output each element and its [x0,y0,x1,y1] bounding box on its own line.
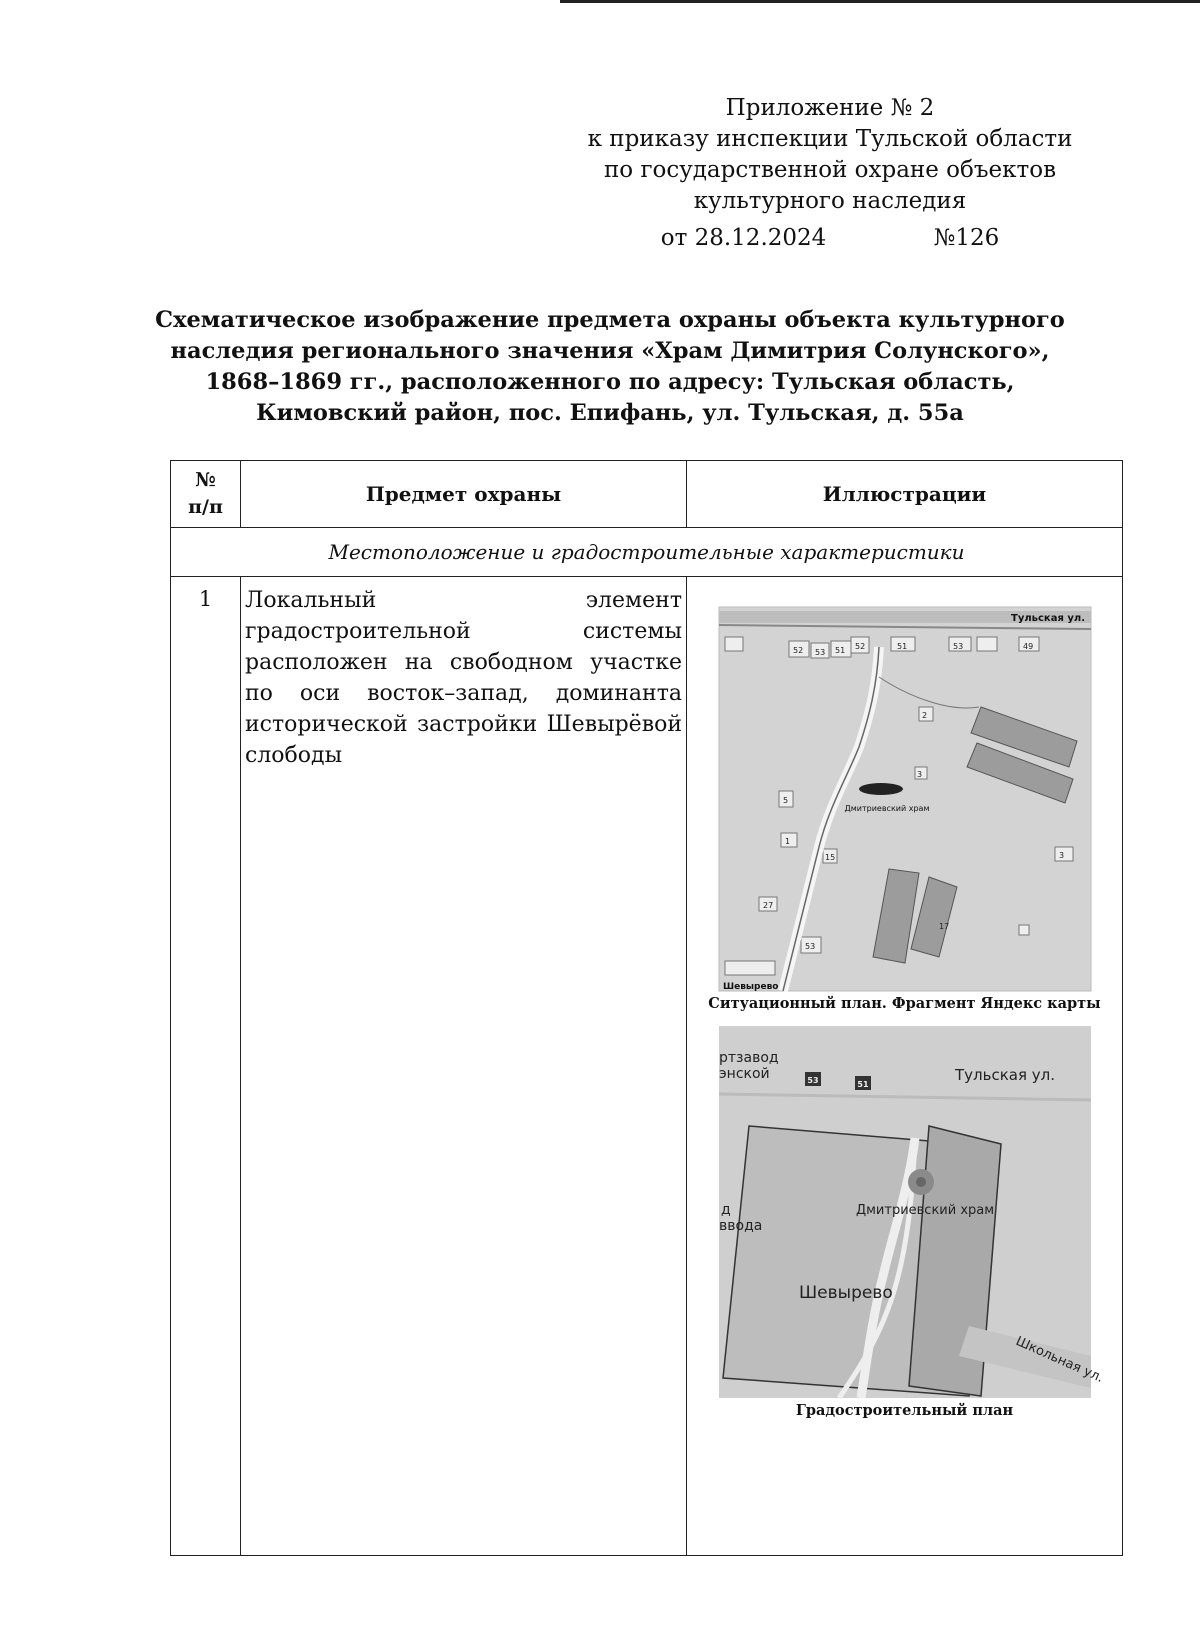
appendix-order-ref-3: культурного наследия [693,188,967,214]
house-number: 52 [792,646,803,655]
table-row [171,577,1123,1556]
house-number: 2 [921,711,927,720]
map-village-label: Шевырево [798,1283,893,1303]
header-number-symbol: № [195,469,216,491]
section-row [171,528,1123,577]
map-label-plant: ртзавод [718,1050,779,1066]
house-number: 49 [1022,642,1033,651]
top-border-line [560,0,1200,3]
house-number: 3 [916,770,922,779]
document-title [150,305,1070,429]
house-number: 52 [854,642,865,651]
header-cell-subject: Предмет охраны [241,461,687,528]
house-number: 1 [784,837,790,846]
appendix-order-ref-2: по государственной охране объектов [603,157,1057,183]
house-number: 15 [824,853,835,862]
house-number: 51 [834,646,845,655]
title-line: наследия регионального значения «Храм Димитрия Солунского», [170,338,1050,364]
house-number: 51 [896,642,907,651]
house-number: 3 [1058,851,1064,860]
map-temple-label: Дмитриевский храм [844,804,929,813]
map-street-label: Тульская ул. [954,1066,1055,1084]
row-illustrations [687,577,1123,1556]
order-number: №126 [933,225,1000,251]
house-number: 17 [938,922,949,931]
header-cell-illustrations: Иллюстрации [687,461,1123,528]
appendix-order-ref: к приказу инспекции Тульской области [587,126,1073,152]
map-temple-label: Дмитриевский храм [855,1203,994,1218]
order-date: от 28.12.2024 [660,225,827,251]
map-street-label: Тульская ул. [1010,613,1085,624]
house-number: 53 [952,642,963,651]
map-village-label: Шевырево [722,982,778,992]
title-line: 1868–1869 гг., расположенного по адресу: Тульская область, [205,369,1015,395]
section-title: Местоположение и градостроительные характеристики [171,528,1123,577]
map-label-plant: д [720,1202,731,1218]
row-subject: Локальный элемент градостроительной системы расположен на свободном участке по оси восток–запад, доминанта исторической застройки Шевырёвой слободы [241,577,687,1556]
situational-map-image [719,607,1091,991]
map-badge: 53 [806,1076,819,1085]
header-number-abbrev: п/п [188,496,223,518]
appendix-title: Приложение № 2 [725,95,935,121]
house-number: 27 [762,901,773,910]
situational-map-caption: Ситуационный план. Фрагмент Яндекс карты [708,995,1101,1012]
table-header-row [171,461,1123,528]
town-planning-map-image [718,1026,1106,1398]
map-label-plant: энской [718,1066,770,1082]
house-number: 5 [782,796,788,805]
map-badge: 51 [856,1080,869,1089]
order-date-line [560,223,1100,254]
appendix-header [560,93,1100,254]
row-number: 1 [171,577,241,1556]
map-school-street-label: Школьная ул. [1012,1333,1106,1386]
protection-subject-table [170,460,1123,1556]
title-line: Кимовский район, пос. Епифань, ул. Тульская, д. 55а [256,400,964,426]
header-cell-number [171,461,241,528]
house-number: 53 [804,942,815,951]
map-label-plant: ввода [718,1218,762,1234]
house-number: 53 [814,648,825,657]
title-line: Схематическое изображение предмета охраны объекта культурного [155,307,1065,333]
town-planning-map-caption: Градостроительный план [795,1402,1014,1419]
